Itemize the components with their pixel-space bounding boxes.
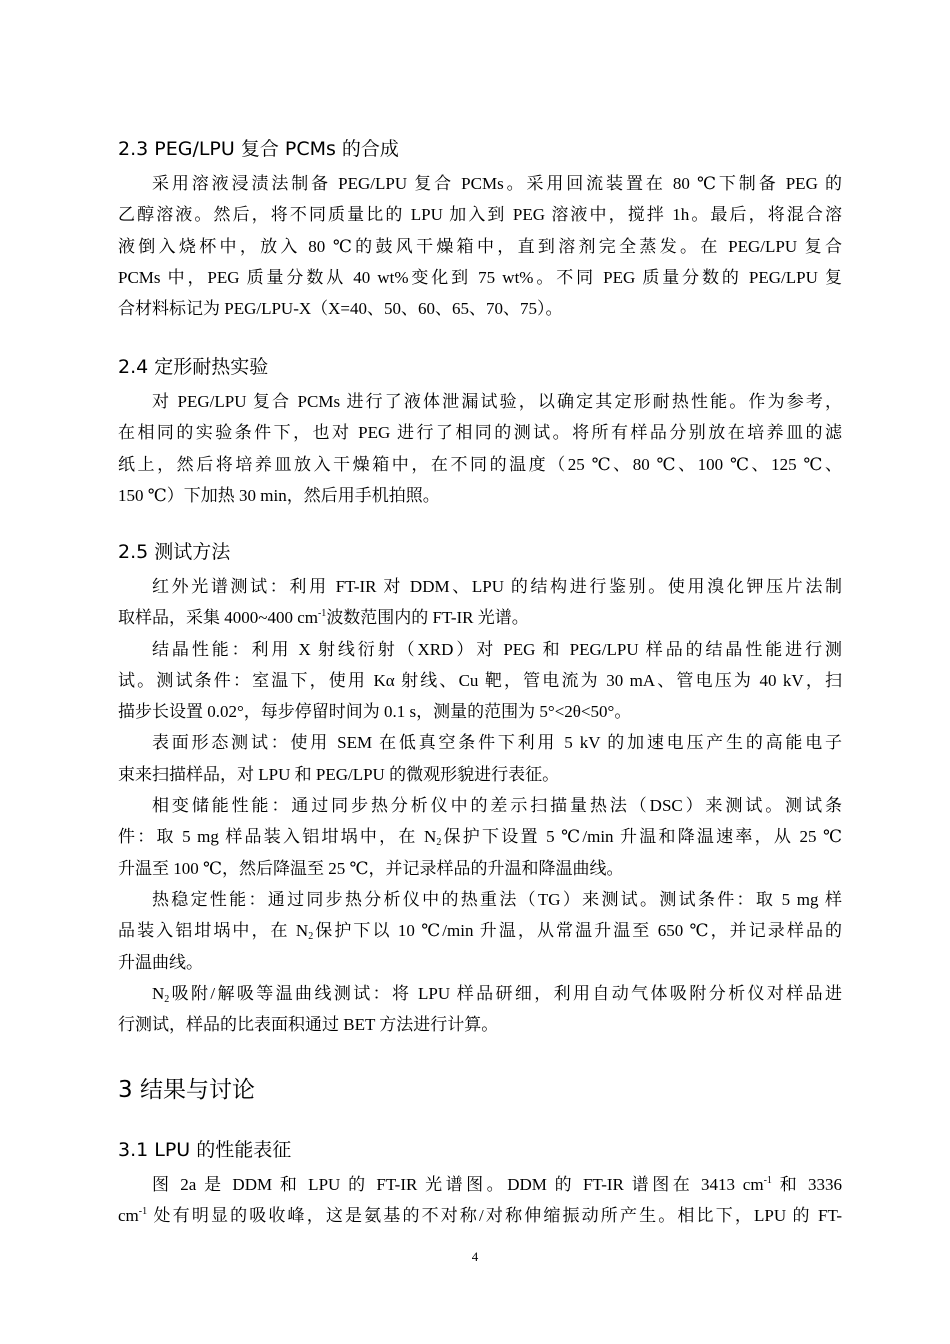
section	[118, 1138, 842, 1232]
section	[118, 1076, 842, 1104]
text-line: 液倒入烧杯中，放入 80 ℃的鼓风干燥箱中，直到溶剂完全蒸发。在 PEG/LPU 复合	[118, 236, 842, 256]
text-line: 纸上，然后将培养皿放入干燥箱中，在不同的温度（25 ℃、80 ℃、100 ℃、125 ℃、	[118, 454, 842, 474]
text-segment: cm	[118, 1206, 139, 1226]
text-line	[118, 978, 842, 1009]
text-line	[118, 821, 842, 852]
superscript: -1	[763, 1175, 772, 1186]
text-line	[118, 915, 842, 946]
text-line: 描步长设置 0.02°，每步停留时间为 0.1 s，测量的范围为 5°<2θ<50°。	[118, 702, 632, 722]
text-line: 150 ℃）下加热 30 min，然后用手机拍照。	[118, 485, 440, 505]
subscript: 2	[308, 931, 314, 943]
text-line: 相变储能性能：通过同步热分析仪中的差示扫描量热法（DSC）来测试。测试条	[152, 796, 842, 816]
paragraph	[118, 634, 842, 728]
text-line: 结晶性能：利用 X 射线衍射（XRD）对 PEG 和 PEG/LPU 样品的结晶性能进行测	[152, 639, 842, 659]
text-line	[118, 602, 842, 633]
text-segment: 波数范围内的 FT-IR 光谱。	[326, 608, 529, 628]
section	[118, 137, 842, 324]
text-line: 升温曲线。	[118, 952, 203, 972]
text-segment: 件：取 5 mg 样品装入铝坩埚中，在 N	[118, 827, 437, 847]
text-line: 在相同的实验条件下，也对 PEG 进行了相同的测试。将所有样品分别放在培养皿的滤	[118, 423, 842, 443]
section	[118, 355, 842, 511]
text-segment: N	[152, 983, 165, 1003]
subscript: 2	[164, 993, 170, 1005]
section-heading: 3.1 LPU 的性能表征	[118, 1139, 292, 1161]
text-line: 合材料标记为 PEG/LPU-X（X=40、50、60、65、70、75）。	[118, 299, 563, 319]
section-heading: 3 结果与讨论	[118, 1077, 255, 1103]
text-line: 束来扫描样品，对 LPU 和 PEG/LPU 的微观形貌进行表征。	[118, 764, 560, 784]
text-line	[118, 1169, 842, 1200]
paragraph	[118, 571, 842, 634]
text-line: 热稳定性能：通过同步热分析仪中的热重法（TG）来测试。测试条件：取 5 mg 样	[152, 889, 842, 909]
text-line: 红外光谱测试：利用 FT-IR 对 DDM、LPU 的结构进行鉴别。使用溴化钾压片法制	[152, 577, 842, 596]
text-line: 对 PEG/LPU 复合 PCMs 进行了液体泄漏试验，以确定其定形耐热性能。作为参考，	[152, 392, 842, 411]
paragraph	[118, 884, 842, 978]
paragraph	[118, 978, 842, 1041]
text-line	[118, 1200, 842, 1231]
text-line: 采用溶液浸渍法制备 PEG/LPU 复合 PCMs。采用回流装置在 80 ℃下制备 PEG 的	[152, 174, 842, 193]
text-segment: 吸附/解吸等温曲线测试：将 LPU 样品研细，利用自动气体吸附分析仪对样品进	[169, 983, 842, 1003]
paragraph	[118, 168, 842, 324]
text-line: 升温至 100 ℃，然后降温至 25 ℃，并记录样品的升温和降温曲线。	[118, 858, 624, 878]
subscript: 2	[436, 837, 442, 849]
paragraph	[118, 727, 842, 790]
text-segment: 图 2a 是 DDM 和 LPU 的 FT-IR 光谱图。DDM 的 FT-IR 谱图在 3413 cm	[152, 1175, 764, 1194]
page-number: 4	[471, 1249, 479, 1264]
text-segment: 和 3336	[771, 1175, 843, 1194]
text-line: 乙醇溶液。然后，将不同质量比的 LPU 加入到 PEG 溶液中，搅拌 1h。最后，将混合溶	[118, 205, 842, 225]
paragraph	[118, 1169, 842, 1232]
section-heading: 2.3 PEG/LPU 复合 PCMs 的合成	[118, 138, 399, 160]
text-line: 表面形态测试：使用 SEM 在低真空条件下利用 5 kV 的加速电压产生的高能电子	[152, 733, 842, 753]
text-segment: 品装入铝坩埚中，在 N	[118, 921, 309, 941]
paragraph	[118, 386, 842, 511]
text-line: PCMs 中，PEG 质量分数从 40 wt%变化到 75 wt%。不同 PEG 质量分数的 PEG/LPU 复	[118, 267, 842, 287]
section-heading: 2.4 定形耐热实验	[118, 356, 269, 378]
superscript: -1	[138, 1206, 148, 1218]
section	[118, 540, 842, 1040]
section-heading: 2.5 测试方法	[118, 541, 231, 563]
text-segment: 取样品，采集 4000~400 cm	[118, 608, 318, 628]
text-line: 行测试，样品的比表面积通过 BET 方法进行计算。	[118, 1015, 499, 1035]
text-segment: 保护下设置 5 ℃/min 升温和降温速率，从 25 ℃	[441, 827, 843, 847]
paragraph	[118, 790, 842, 884]
text-segment: 保护下以 10 ℃/min 升温，从常温升温至 650 ℃，并记录样品的	[313, 921, 843, 941]
superscript: -1	[317, 608, 327, 620]
text-line: 试。测试条件：室温下，使用 Kα 射线、Cu 靶，管电流为 30 mA、管电压为 40 kV，扫	[118, 670, 842, 690]
text-segment: 处有明显的吸收峰，这是氨基的不对称/对称伸缩振动所产生。相比下，LPU 的 FT-	[147, 1206, 842, 1226]
